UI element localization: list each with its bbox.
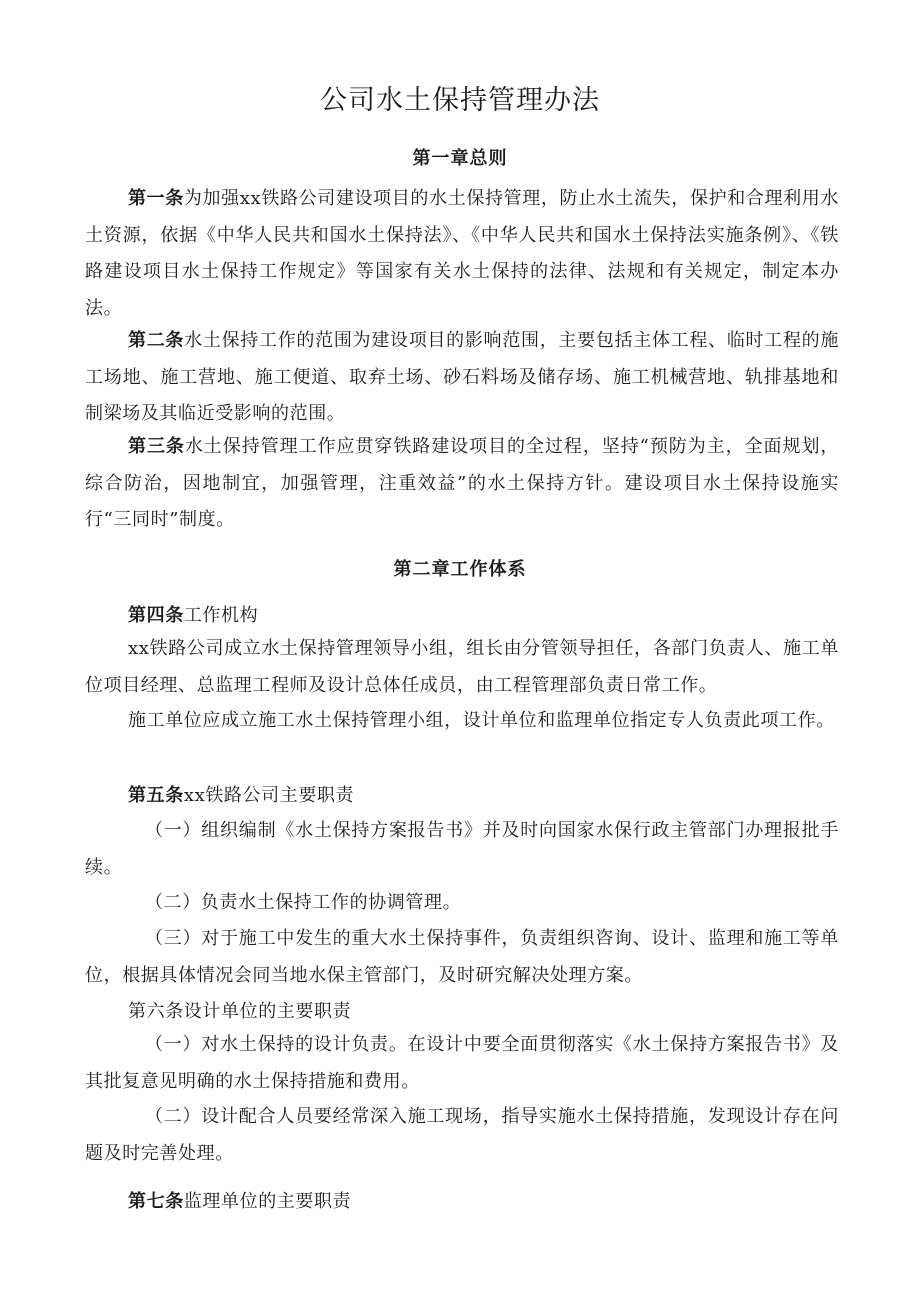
article-5-label: 第五条 xyxy=(128,785,184,806)
article-1-label: 第一条 xyxy=(128,188,184,209)
article-4-paragraph-1: xx铁路公司成立水土保持管理领导小组，组长由分管领导担任，各部门负责人、施工单位项目经理、总监理工程师及设计总体任成员，由工程管理部负责日常工作。 xyxy=(85,638,839,696)
article-2-text: 水土保持工作的范围为建设项目的影响范围，主要包括主体工程、临时工程的施工场地、施工营地、施工便道、取弃土场、砂石料场及储存场、施工机械营地、轨排基地和制梁场及其临近受影响的范围。 xyxy=(85,330,839,424)
article-7-heading xyxy=(128,1187,351,1213)
chapter-2-heading: 第二章工作体系 xyxy=(393,559,527,580)
article-7-text: 监理单位的主要职责 xyxy=(183,1191,352,1212)
article-4-label: 第四条 xyxy=(128,605,184,626)
article-5-heading xyxy=(128,781,354,807)
article-5-item-3: （三）对于施工中发生的重大水土保持事件，负责组织咨询、设计、监理和施工等单位，根据具体情况会同当地水保主管部门，及时研究解决处理方案。 xyxy=(85,928,839,986)
article-5-item-1: （一）组织编制《水土保持方案报告书》并及时向国家水保行政主管部门办理报批手续。 xyxy=(85,820,839,878)
article-3-text: 水土保持管理工作应贯穿铁路建设项目的全过程，坚持“预防为主，全面规划，综合防治，因地制宜，加强管理，注重效益”的水土保持方针。建设项目水土保持设施实行“三同时”制度。 xyxy=(85,436,839,530)
article-1 xyxy=(85,181,839,327)
article-2 xyxy=(85,323,839,433)
article-5-item-2: （二）负责水土保持工作的协调管理。 xyxy=(145,892,462,913)
chapter-1-heading: 第一章总则 xyxy=(412,148,508,169)
article-4-text: 工作机构 xyxy=(183,605,259,626)
article-4-heading xyxy=(128,601,258,627)
article-4-paragraph-2: 施工单位应成立施工水土保持管理小组，设计单位和监理单位指定专人负责此项工作。 xyxy=(128,710,835,731)
article-6-item-2: （二）设计配合人员要经常深入施工现场，指导实施水土保持措施，发现设计存在问题及时完善处理。 xyxy=(85,1106,839,1164)
document-title: 公司水土保持管理办法 xyxy=(320,85,600,116)
article-6-heading: 第六条设计单位的主要职责 xyxy=(128,1001,352,1022)
article-7-label: 第七条 xyxy=(128,1191,184,1212)
article-3 xyxy=(85,429,839,539)
article-5-text: xx铁路公司主要职责 xyxy=(183,785,355,806)
article-1-text: 为加强xx铁路公司建设项目的水土保持管理，防止水土流失，保护和合理利用水土资源，依据《中华人民共和国水土保持法》、《中华人民共和国水土保持法实施条例》、《铁路建设项目水土保持工作规定》等国家有关水土保持的法律、法规和有关规定，制定本办法。 xyxy=(85,188,839,319)
article-2-label: 第二条 xyxy=(128,330,185,351)
article-3-label: 第三条 xyxy=(128,436,185,457)
article-6-item-1: （一）对水土保持的设计负责。在设计中要全面贯彻落实《水土保持方案报告书》及其批复意见明确的水土保持措施和费用。 xyxy=(85,1034,839,1092)
